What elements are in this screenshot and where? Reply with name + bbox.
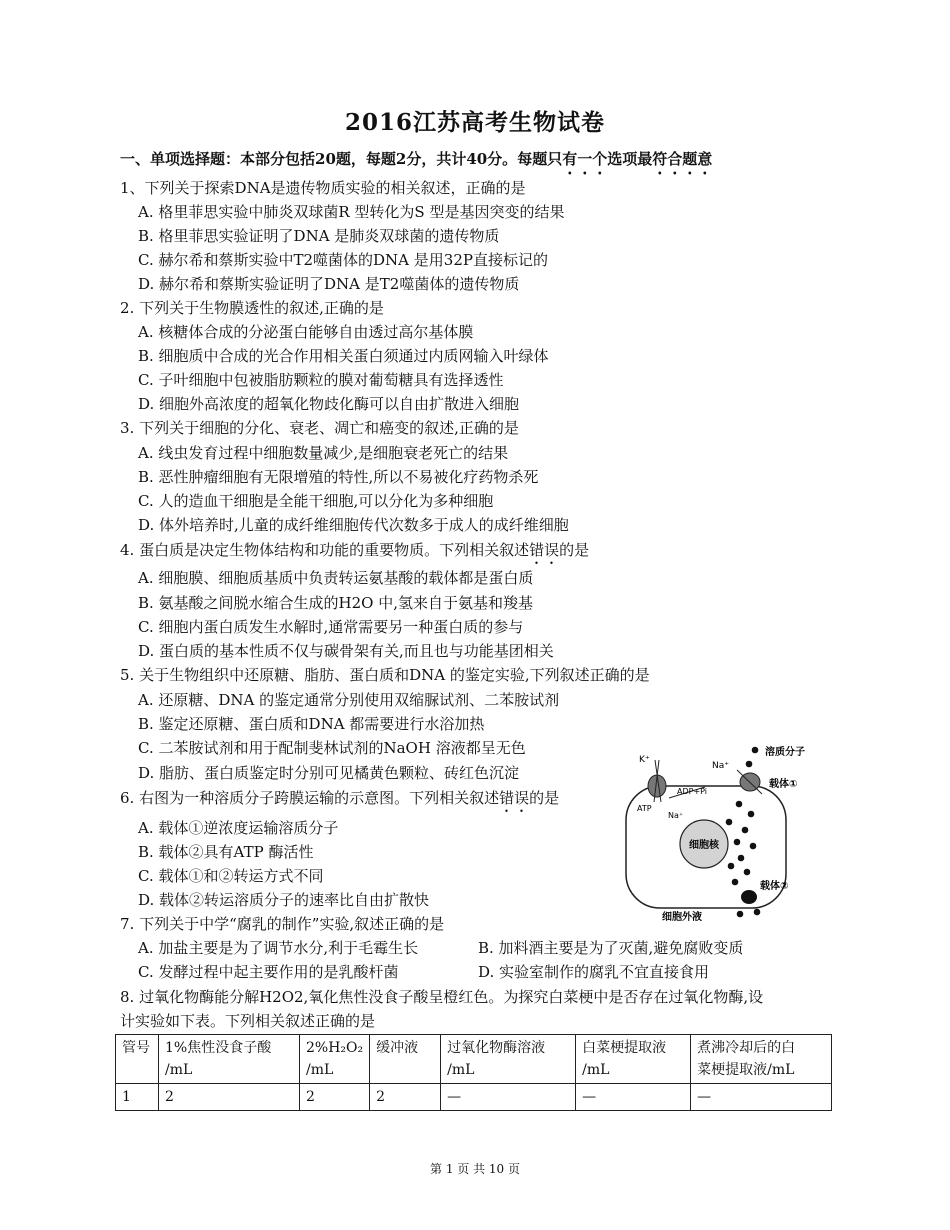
question-5-option-b: B. 鉴定还原糖、蛋白质和DNA 都需要进行水浴加热 [138, 715, 485, 733]
table-cell: 2 [370, 1084, 441, 1111]
question-7-option-b: B. 加料酒主要是为了灭菌,避免腐败变质 [478, 939, 744, 957]
question-2-option-a: A. 核糖体合成的分泌蛋白能够自由透过高尔基体膜 [138, 323, 474, 341]
question-2-option-c: C. 子叶细胞中包被脂肪颗粒的膜对葡萄糖具有选择透性 [138, 371, 504, 389]
table-header-row [116, 1035, 832, 1084]
table-header-cell: 煮沸冷却后的白 菜梗提取液/mL [691, 1035, 832, 1084]
question-7-option-c: C. 发酵过程中起主要作用的是乳酸杆菌 [138, 963, 399, 981]
question-4-option-b: B. 氨基酸之间脱水缩合生成的H2O 中,氢来自于氨基和羧基 [138, 594, 534, 612]
table-header-cell: 缓冲液 [370, 1035, 441, 1084]
question-5-stem: 5. 关于生物组织中还原糖、脂肪、蛋白质和DNA 的鉴定实验,下列叙述正确的是 [120, 666, 650, 684]
membrane-transport-figure [617, 742, 825, 922]
carrier-2-label: 载体② [760, 881, 789, 892]
question-4-option-a: A. 细胞膜、细胞质基质中负责转运氨基酸的载体都是蛋白质 [138, 569, 534, 587]
na-ion-label-top: Na⁺ [712, 761, 729, 771]
question-6-option-d: D. 载体②转运溶质分子的速率比自由扩散快 [138, 891, 430, 909]
atp-label: ATP [637, 804, 652, 813]
table-cell: 1 [116, 1084, 159, 1111]
question-3-option-d: D. 体外培养时,儿童的成纤维细胞传代次数多于成人的成纤维细胞 [138, 516, 569, 534]
question-1-option-c: C. 赫尔希和蔡斯实验中T2噬菌体的DNA 是用32P直接标记的 [138, 251, 548, 269]
question-3-option-b: B. 恶性肿瘤细胞有无限增殖的特性,所以不易被化疗药物杀死 [138, 468, 539, 486]
table-header-cell: 过氧化物酶溶液 /mL [441, 1035, 576, 1084]
section-heading: 一、单项选择题：本部分包括20题，每题2分，共计40分。每题只有一个选项最符合题意 [120, 150, 713, 168]
question-5-option-d: D. 脂肪、蛋白质鉴定时分别可见橘黄色颗粒、砖红色沉淀 [138, 764, 520, 782]
page-footer: 第 1 页 共 10 页 [430, 1162, 520, 1176]
question-6-option-b: B. 载体②具有ATP 酶活性 [138, 843, 314, 861]
carrier-2 [741, 890, 757, 904]
na-ion-label-left: Na⁺ [668, 811, 684, 820]
question-1-stem: 1、下列关于探索DNA是遗传物质实验的相关叙述，正确的是 [120, 179, 526, 197]
question-1-option-b: B. 格里菲思实验证明了DNA 是肺炎双球菌的遗传物质 [138, 227, 500, 245]
question-4-option-c: C. 细胞内蛋白质发生水解时,通常需要另一种蛋白质的参与 [138, 618, 524, 636]
question-1-option-d: D. 赫尔希和蔡斯实验证明了DNA 是T2噬菌体的遗传物质 [138, 275, 520, 293]
table-cell: 2 [300, 1084, 370, 1111]
question-4-stem: 4. 蛋白质是决定生物体结构和功能的重要物质。下列相关叙述错误的是 [120, 541, 590, 559]
question-3-option-a: A. 线虫发育过程中细胞数量减少,是细胞衰老死亡的结果 [138, 444, 509, 462]
question-7-stem: 7. 下列关于中学“腐乳的制作”实验,叙述正确的是 [120, 915, 445, 933]
table-cell: — [576, 1084, 691, 1111]
table-cell: — [441, 1084, 576, 1111]
question-2-option-d: D. 细胞外高浓度的超氧化物歧化酶可以自由扩散进入细胞 [138, 395, 520, 413]
solute-molecules [726, 747, 761, 918]
carrier-1-label: 载体① [769, 779, 798, 790]
table-header-cell: 管号 [116, 1035, 159, 1084]
table-header-cell: 1%焦性没食子酸 /mL [159, 1035, 300, 1084]
question-6-option-a: A. 载体①逆浓度运输溶质分子 [138, 819, 339, 837]
question-3-option-c: C. 人的造血干细胞是全能干细胞,可以分化为多种细胞 [138, 492, 494, 510]
question-5-option-a: A. 还原糖、DNA 的鉴定通常分别使用双缩脲试剂、二苯胺试剂 [138, 691, 560, 709]
question-7-option-d: D. 实验室制作的腐乳不宜直接食用 [478, 963, 710, 981]
table-header-cell: 2%H₂O₂ /mL [300, 1035, 370, 1084]
table-cell: — [691, 1084, 832, 1111]
question-6-option-c: C. 载体①和②转运方式不同 [138, 867, 324, 885]
question-4-option-d: D. 蛋白质的基本性质不仅与碳骨架有关,而且也与功能基团相关 [138, 642, 554, 660]
k-ion-label: K⁺ [639, 755, 650, 765]
question-8-stem-line1: 8. 过氧化物酶能分解H2O2,氧化焦性没食子酸呈橙红色。为探究白菜梗中是否存在过氧化物酶,设 [120, 988, 764, 1006]
nucleus-label: 细胞核 [689, 840, 719, 851]
question-3-stem: 3. 下列关于细胞的分化、衰老、凋亡和癌变的叙述,正确的是 [120, 419, 519, 437]
solute-label: 溶质分子 [765, 747, 805, 758]
page-title: 2016江苏高考生物试卷 [344, 109, 605, 136]
table-header-cell: 白菜梗提取液 /mL [576, 1035, 691, 1084]
adp-label: ADP+Pi [677, 787, 708, 796]
table-cell: 2 [159, 1084, 300, 1111]
question-6-stem: 6. 右图为一种溶质分子跨膜运输的示意图。下列相关叙述错误的是 [120, 789, 560, 807]
question-1-option-a: A. 格里菲思实验中肺炎双球菌R 型转化为S 型是基因突变的结果 [138, 203, 565, 221]
question-2-stem: 2. 下列关于生物膜透性的叙述,正确的是 [120, 299, 384, 317]
question-5-option-c: C. 二苯胺试剂和用于配制斐林试剂的NaOH 溶液都呈无色 [138, 739, 526, 757]
question-8-stem-line2: 计实验如下表。下列相关叙述正确的是 [120, 1012, 376, 1030]
extracellular-label: 细胞外液 [662, 912, 702, 922]
question-2-option-b: B. 细胞质中合成的光合作用相关蛋白须通过内质网输入叶绿体 [138, 347, 549, 365]
question-7-option-a: A. 加盐主要是为了调节水分,利于毛霉生长 [138, 939, 419, 957]
table-row [116, 1084, 832, 1111]
experiment-table [115, 1034, 832, 1111]
